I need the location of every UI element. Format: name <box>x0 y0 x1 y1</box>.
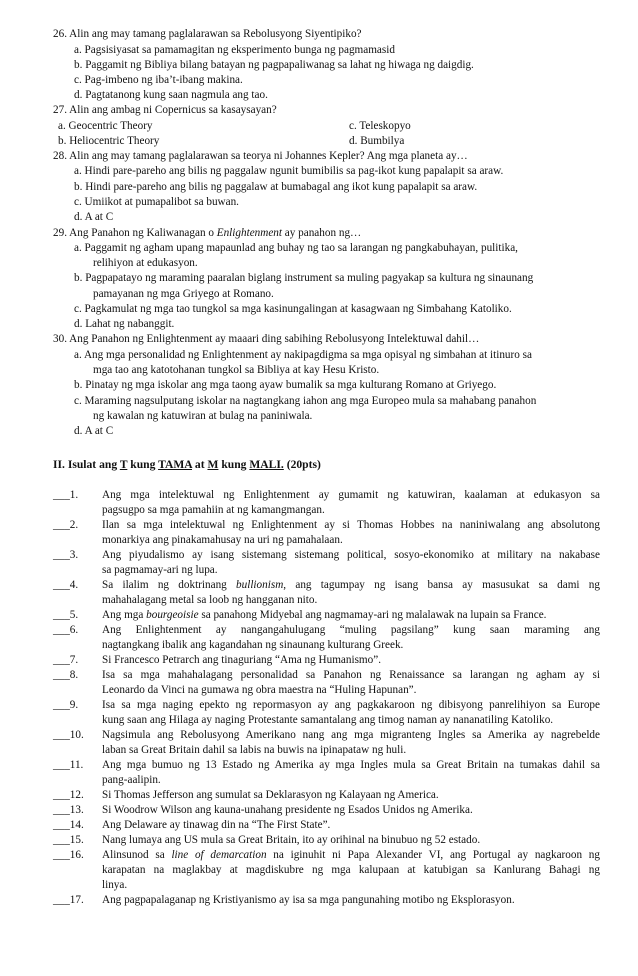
question-29-option-a-cont: relihiyon at edukasyon. <box>93 257 198 269</box>
tf-item-1-text: Ang mga intelektuwal ng Enlightenment ay gumamit ng katuwiran, kaalaman at edukasyon sa <box>102 489 600 501</box>
question-26-option-b: b. Paggamit ng Bibliya bilang batayan ng pagpapaliwanag sa lahat ng hiwaga ng daigdig. <box>74 59 474 71</box>
heading-points: (20pts) <box>283 458 321 471</box>
heading-kung-1: kung <box>127 458 159 471</box>
tf-item-11-text: Ang mga bumuo ng 13 Estado ng Amerika ay mga Ingles mula sa Great Britain na tumakas dahil sa <box>102 759 600 771</box>
question-29-option-b-cont: pamayanan ng mga Griyego at Romano. <box>93 288 274 300</box>
tf-item-6-number: ___6. <box>53 624 79 636</box>
question-29-option-a: a. Paggamit ng agham upang mapaunlad ang buhay ng tao sa larangan ng pangkabuhayan, pulitika, <box>74 242 518 254</box>
tf-item-3-text-cont: sa pagmamay-ari ng lupa. <box>102 564 218 576</box>
tf-item-10-number: ___10. <box>53 729 84 741</box>
question-27-option-d: d. Bumbilya <box>349 135 405 147</box>
tf-item-12-number: ___12. <box>53 789 84 801</box>
section-2-heading <box>53 457 321 472</box>
tf-item-5-emphasis: bourgeoisie <box>146 609 199 621</box>
heading-mali: MALI. <box>249 458 284 471</box>
question-28-option-d: d. A at C <box>74 211 114 223</box>
tf-item-16-text-cont-2: linya. <box>102 879 128 891</box>
question-30-option-d: d. A at C <box>74 425 114 437</box>
tf-item-17-text: Ang pagpapalaganap ng Kristiyanismo ay isa sa mga pangunahing motibo ng Eksplorasyon. <box>102 894 515 906</box>
heading-t: T <box>119 458 128 471</box>
question-30-stem: 30. Ang Panahon ng Enlightenment ay maaari ding sabihing Rebolusyong Intelektuwal dahil… <box>53 333 480 345</box>
tf-item-8-text: Isa sa mga mahahalagang personalidad sa Panahon ng Renaissance sa larangan ng agham ay si <box>102 669 600 681</box>
tf-item-16-text <box>102 848 600 863</box>
question-29-stem-post: ay panahon ng… <box>282 227 362 239</box>
tf-item-12-text: Si Thomas Jefferson ang sumulat sa Deklarasyon ng Kalayaan ng America. <box>102 789 439 801</box>
tf-item-3-text: Ang piyudalismo ay isang sistemang sistemang political, sosyo-ekonomiko at military na nakabase <box>102 549 600 561</box>
tf-item-8-text-cont: Leonardo da Vinci na gumawa ng obra maestra na “Huling Hapunan”. <box>102 684 417 696</box>
tf-item-6-text-cont: nagtangkang ibalik ang kagandahan ng sinaunang kulturang Greek. <box>102 639 404 651</box>
tf-item-11-text-cont: pang-aalipin. <box>102 774 161 786</box>
question-30-option-a-cont: mga tao ang katotohanan tungkol sa Bibliya at kay Hesu Kristo. <box>93 364 380 376</box>
tf-item-16-post: na iginuhit ni Papa Alexander VI, ang Portugal ay nagkaroon ng <box>266 849 600 861</box>
question-29-option-c: c. Pagkamulat ng mga tao tungkol sa mga kasinungalingan at kasagwaan ng Simbahang Katoliko. <box>74 303 512 315</box>
heading-tama: TAMA <box>158 458 192 471</box>
question-30-option-c: c. Maraming nagsulputang iskolar na nagtangkang iahon ang mga Europeo mula sa mahabang panahon <box>74 395 537 407</box>
tf-item-7-text: Si Francesco Petrarch ang tinaguriang “Ama ng Humanismo”. <box>102 654 381 666</box>
question-29-option-d: d. Lahat ng nabanggit. <box>74 318 175 330</box>
tf-item-5-post: sa panahong Midyebal ang nagmamay-ari ng malalawak na lupain sa France. <box>198 609 547 621</box>
tf-item-8-number: ___8. <box>53 669 79 681</box>
tf-item-16-text-cont: karapatan na maglakbay at magdiskubre ng mga kalupaan at katubigan sa Kanlurang Bahagi ng <box>102 864 600 876</box>
heading-m: M <box>207 458 219 471</box>
tf-item-10-text-cont: laban sa Great Britain dahil sa labis na buwis na ipinapataw ng huli. <box>102 744 407 756</box>
tf-item-4-emphasis: bullionism <box>236 579 284 591</box>
question-26-option-c: c. Pag-imbeno ng iba’t-ibang makina. <box>74 74 243 86</box>
tf-item-15-text: Nang lumaya ang US mula sa Great Britain, ito ay orihinal na binubuo ng 52 estado. <box>102 834 481 846</box>
question-28-option-b: b. Hindi pare-pareho ang bilis ng paggalaw at bumabagal ang ikot kung papalapit sa araw. <box>74 181 478 193</box>
tf-item-1-text-cont: pagsugpo sa mga pamahiin at ng kamangmangan. <box>102 504 325 516</box>
question-26-option-a: a. Pagsisiyasat sa pamamagitan ng eksperimento bunga ng pagmamasid <box>74 44 395 56</box>
tf-item-17-number: ___17. <box>53 894 84 906</box>
tf-item-16-emphasis: line of demarcation <box>171 849 267 861</box>
tf-item-2-number: ___2. <box>53 519 79 531</box>
question-26-option-d: d. Pagtatanong kung saan nagmula ang tao. <box>74 89 268 101</box>
question-27-option-c: c. Teleskopyo <box>349 120 411 132</box>
question-30-option-c-cont: ng kawalan ng katuwiran at bulag na paniniwala. <box>93 410 313 422</box>
question-27-stem: 27. Alin ang ambag ni Copernicus sa kasaysayan? <box>53 104 277 116</box>
question-28-option-c: c. Umiikot at pumapalibot sa buwan. <box>74 196 239 208</box>
tf-item-10-text: Nagsimula ang Rebolusyong Amerikano nang ang mga migranteng Ingles sa Amerika ay nagrebelde <box>102 729 600 741</box>
question-29-stem-emphasis: Enlightenment <box>216 227 282 239</box>
tf-item-3-number: ___3. <box>53 549 79 561</box>
tf-item-4-post: , ang tagumpay ng isang bansa ay masusukat sa dami ng <box>283 579 600 591</box>
tf-item-4-pre: Sa ilalim ng doktrinang <box>102 579 237 591</box>
question-27-option-a: a. Geocentric Theory <box>58 120 153 132</box>
tf-item-16-pre: Alinsunod sa <box>102 849 172 861</box>
question-28-stem: 28. Alin ang may tamang paglalarawan sa teorya ni Johannes Kepler? Ang mga planeta ay… <box>53 150 468 162</box>
question-26-stem: 26. Alin ang may tamang paglalarawan sa Rebolusyong Siyentipiko? <box>53 28 362 40</box>
heading-kung-2: kung <box>218 458 250 471</box>
tf-item-7-number: ___7. <box>53 654 79 666</box>
tf-item-6-text: Ang Enlightenment ay nangangahulugang “muling pagsilang” kung saan maraming ang <box>102 624 600 636</box>
question-29-stem <box>53 226 361 241</box>
question-27-option-b: b. Heliocentric Theory <box>58 135 160 147</box>
tf-item-5-pre: Ang mga <box>102 609 147 621</box>
tf-item-5-number: ___5. <box>53 609 79 621</box>
tf-item-14-text: Ang Delaware ay tinawag din na “The First State”. <box>102 819 331 831</box>
tf-item-9-number: ___9. <box>53 699 79 711</box>
question-29-option-b: b. Pagpapatayo ng maraming paaralan biglang instrument sa muling pagyakap sa kultura ng sinaunang <box>74 272 534 284</box>
question-30-option-a: a. Ang mga personalidad ng Enlightenment ay nakipagdigma sa mga opisyal ng simbahan at itinuro sa <box>74 349 532 361</box>
tf-item-13-number: ___13. <box>53 804 84 816</box>
tf-item-5-text <box>102 608 546 623</box>
tf-item-16-number: ___16. <box>53 849 84 861</box>
question-28-option-a: a. Hindi pare-pareho ang bilis ng paggalaw ngunit bumibilis sa pag-ikot kung papalapit sa araw. <box>74 165 504 177</box>
tf-item-13-text: Si Woodrow Wilson ang kauna-unahang presidente ng Esados Unidos ng Amerika. <box>102 804 473 816</box>
tf-item-9-text-cont: kung saan ang Hilaga ay naging Protestante samantalang ang timog naman ay nananatiling Katoliko. <box>102 714 554 726</box>
heading-at: at <box>192 458 208 471</box>
tf-item-4-text <box>102 578 600 593</box>
tf-item-15-number: ___15. <box>53 834 84 846</box>
tf-item-4-number: ___4. <box>53 579 79 591</box>
tf-item-4-text-cont: mahahalagang metal sa loob ng hangganan nito. <box>102 594 318 606</box>
tf-item-2-text: Ilan sa mga intelektuwal ng Enlightenment ay si Thomas Hobbes na naniniwalang ang absolutong <box>102 519 600 531</box>
question-30-option-b: b. Pinatay ng mga iskolar ang mga taong ayaw bumalik sa mga kulturang Romano at Griyego. <box>74 379 497 391</box>
tf-item-14-number: ___14. <box>53 819 84 831</box>
question-29-stem-pre: 29. Ang Panahon ng Kaliwanagan o <box>53 227 217 239</box>
heading-prefix: II. Isulat ang <box>53 458 120 471</box>
tf-item-1-number: ___1. <box>53 489 79 501</box>
tf-item-2-text-cont: monarkiya ang pinakamahusay na uri ng pamahalaan. <box>102 534 343 546</box>
tf-item-9-text: Isa sa mga naging epekto ng repormasyon ay ang pagkakaroon ng dibisyong panrelihiyon sa Europe <box>102 699 600 711</box>
tf-item-11-number: ___11. <box>53 759 84 771</box>
